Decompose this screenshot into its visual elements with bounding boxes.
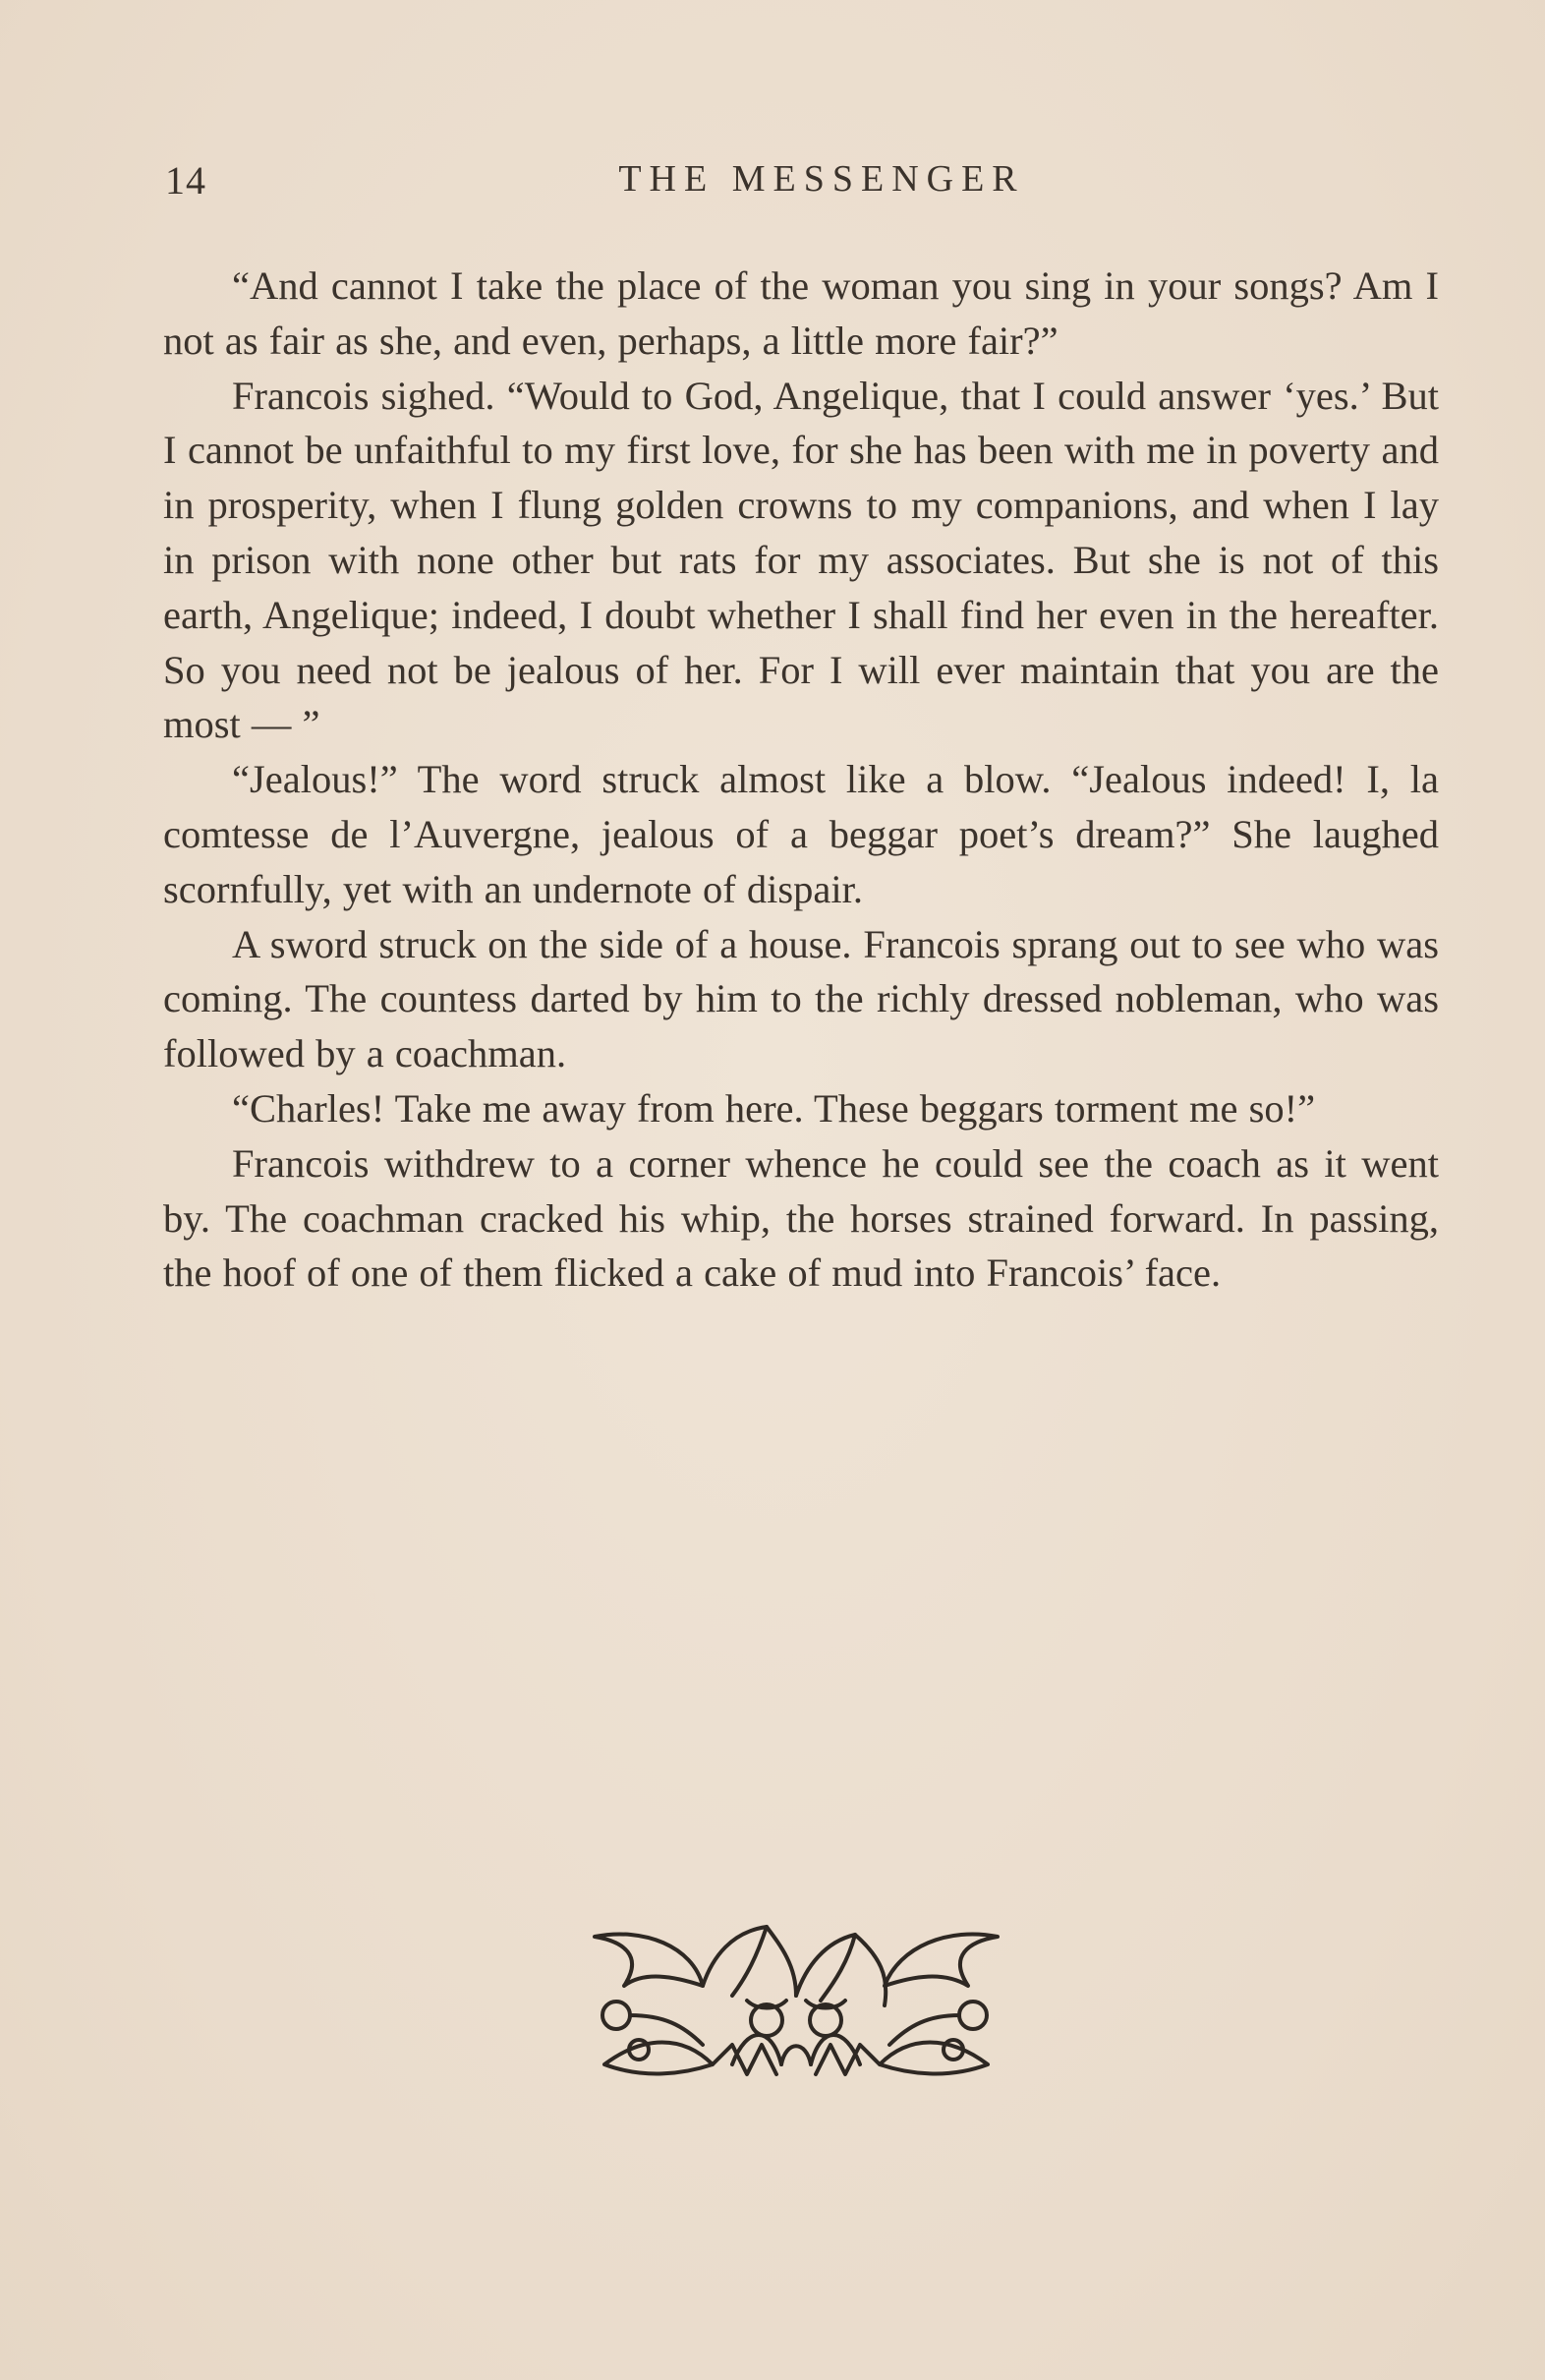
floral-tailpiece-icon xyxy=(585,1917,1007,2094)
paragraph: Francois sighed. “Would to God, Angelique, that I could answer ‘yes.’ But I cannot be unfaithful to my first love, for she has been with me in poverty and in prosperity, when I flung golden crowns to my companions, and when I lay in prison with none other but rats for my associates. But she is not of this earth, Angelique; indeed, I doubt whether I shall find her even in the hereafter. So you need not be jealous of her. For I will ever maintain that you are the most — ” xyxy=(163,373,1439,747)
body-text xyxy=(163,259,1439,1301)
page-number: 14 xyxy=(165,158,206,203)
paragraph: A sword struck on the side of a house. Francois sprang out to see who was coming. The countess darted by him to the richly dressed nobleman, who was followed by a coachman. xyxy=(163,921,1439,1076)
paragraph: “Charles! Take me away from here. These beggars torment me so!” xyxy=(232,1085,1316,1131)
running-title: THE MESSENGER xyxy=(618,158,1025,200)
page-header xyxy=(165,149,1439,208)
paragraph: Francois withdrew to a corner whence he could see the coach as it went by. The coachman cracked his whip, the horses strained forward. In passing, the hoof of one of them flicked a cake of mud into Francois’ face. xyxy=(163,1140,1439,1296)
paragraph: “Jealous!” The word struck almost like a blow. “Jealous indeed! I, la comtesse de l’Auvergne, jealous of a beggar poet’s dream?” She laughed scornfully, yet with an undernote of dispair. xyxy=(163,757,1439,911)
paragraph: “And cannot I take the place of the woman you sing in your songs? Am I not as fair as she, and even, perhaps, a little more fair?” xyxy=(163,263,1439,363)
